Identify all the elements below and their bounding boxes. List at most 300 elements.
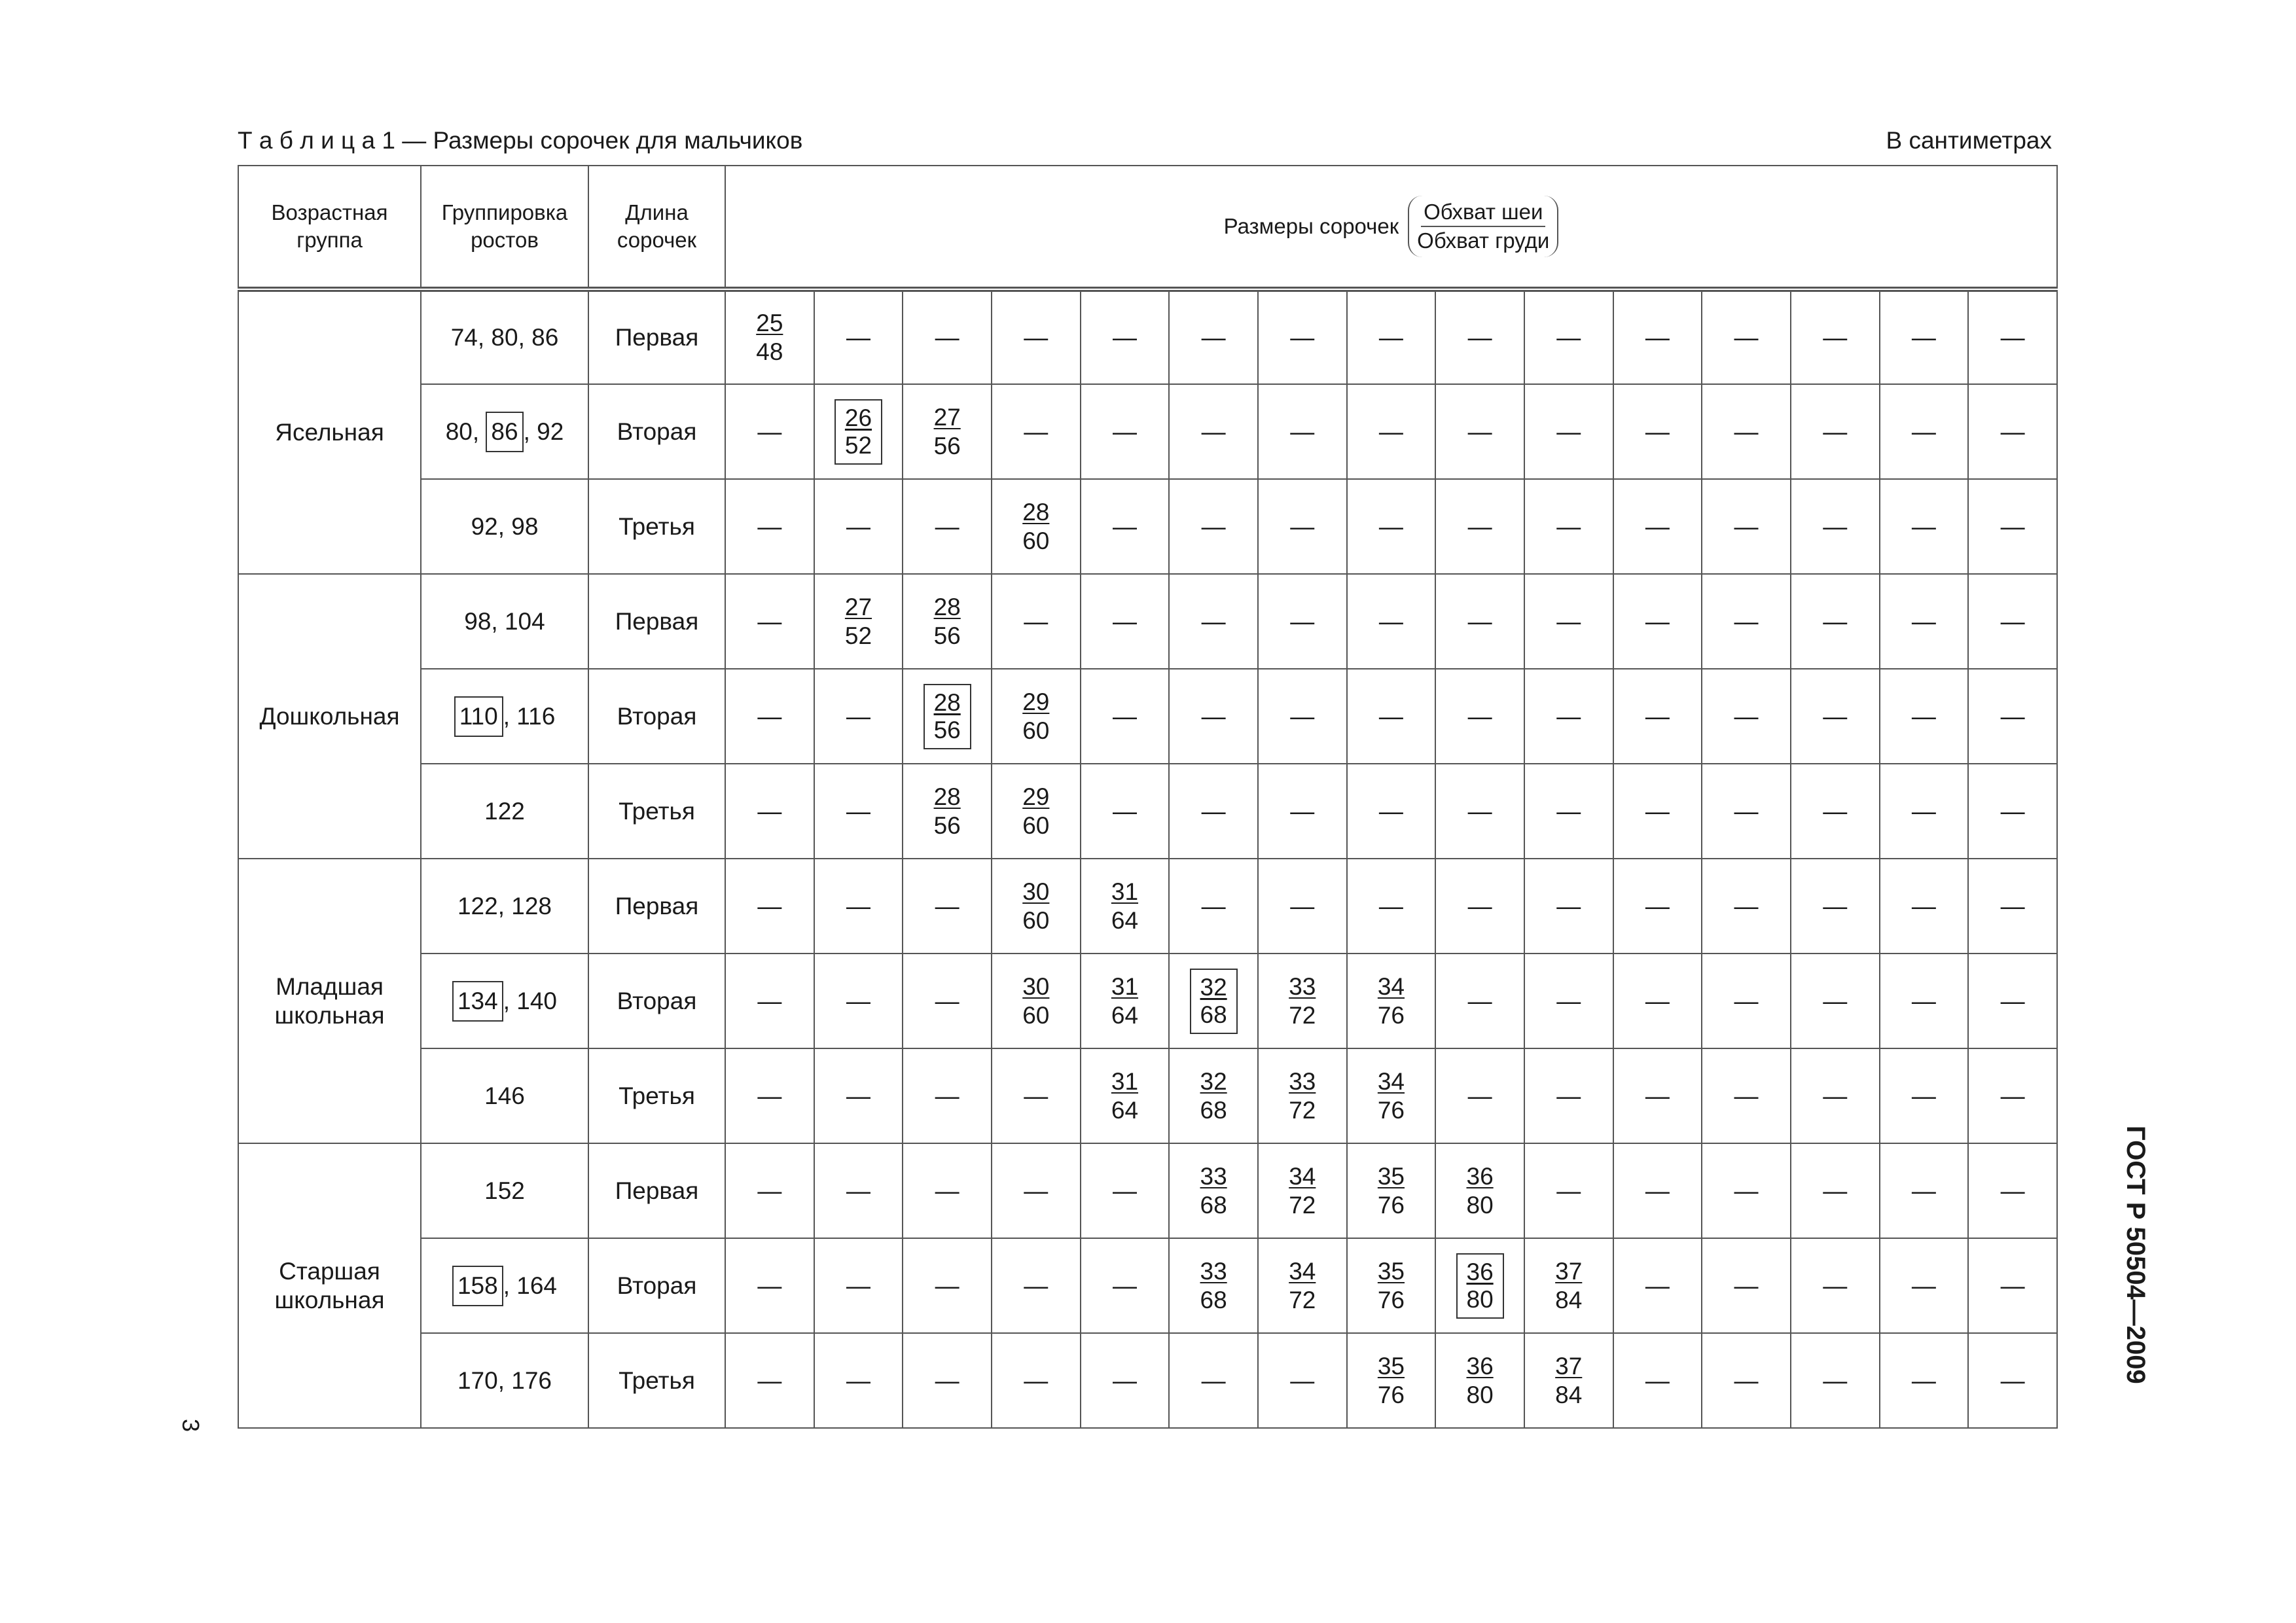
dash-mark: — [1911,1366,1936,1394]
dash-mark: — [1911,1272,1936,1299]
dash-mark: — [1378,702,1403,730]
dash-mark: — [1378,512,1403,540]
size-cell-empty [725,1048,814,1143]
dash-mark: — [1823,1272,1848,1299]
size-cell-empty [725,1238,814,1333]
header-chest-girth: Обхват груди [1417,228,1550,253]
dash-mark: — [1911,892,1936,919]
size-cell-empty [814,954,903,1048]
size-cell-empty [814,1048,903,1143]
table-row [238,479,2057,574]
chest-girth-value: 56 [933,716,961,743]
height-value: 92 [471,512,498,540]
length-cell: Вторая [588,669,725,764]
size-cell-empty [1791,384,1880,479]
size-cell-empty [1791,764,1880,859]
size-cell-empty [1347,859,1436,954]
size-cell-empty [1880,574,1969,669]
size-cell-empty [1435,1048,1524,1143]
heights-cell [421,384,588,479]
height-value: 74 [450,324,478,351]
dash-mark: — [1645,797,1670,825]
typical-height-value: 86 [486,412,523,452]
size-cell-empty [1435,384,1524,479]
size-cell-empty [1081,1143,1170,1238]
dash-mark: — [1467,418,1492,445]
chest-girth-value: 80 [1466,1191,1494,1219]
size-cell-empty [1968,384,2057,479]
header-length: Длина сорочек [588,166,725,289]
height-value: 92 [537,418,564,445]
heights-cell [421,1333,588,1428]
length-cell: Третья [588,764,725,859]
height-value: 104 [504,607,545,635]
size-cell-empty [1347,574,1436,669]
dash-mark: — [1556,324,1581,351]
neck-girth-value: 35 [1377,1257,1405,1285]
size-cell-empty [1791,1048,1880,1143]
size-cell [992,764,1081,859]
size-cell-empty [1968,289,2057,384]
chest-girth-value: 64 [1111,1001,1139,1029]
size-cell-empty [1702,859,1791,954]
typical-size-fraction [1456,1253,1504,1319]
length-cell: Третья [588,1048,725,1143]
size-cell [992,669,1081,764]
dash-mark: — [1467,512,1492,540]
size-fraction [1022,972,1049,1030]
dash-mark: — [1556,1082,1581,1109]
size-cell [1169,1143,1258,1238]
dash-mark: — [1378,418,1403,445]
size-cell-empty [1347,289,1436,384]
dash-mark: — [757,1272,782,1299]
size-cell [1524,1333,1613,1428]
table-body [238,289,2057,1428]
size-fraction [1200,1162,1227,1220]
dash-mark: — [1290,1366,1315,1394]
chest-girth-value: 60 [1022,812,1050,839]
dash-mark: — [1823,607,1848,635]
dash-mark: — [757,1177,782,1204]
heights-cell [421,764,588,859]
dash-mark: — [935,512,960,540]
height-value: 98 [511,512,539,540]
size-fraction [1022,783,1049,840]
dash-mark: — [1467,797,1492,825]
size-cell [1258,1238,1347,1333]
size-cell-empty [1258,289,1347,384]
dash-mark: — [1201,892,1226,919]
heights-separator: , [518,324,532,351]
neck-girth-value: 33 [1289,972,1316,1000]
height-value: 164 [516,1272,558,1299]
dash-mark: — [1734,1177,1759,1204]
size-cell-empty [1169,289,1258,384]
size-cell-empty [903,859,992,954]
header-heights: Группировка ростов [421,166,588,289]
size-fraction [1289,972,1316,1030]
heights-separator: , [472,418,486,445]
length-cell: Вторая [588,954,725,1048]
dash-mark: — [1645,324,1670,351]
size-cell [725,289,814,384]
chest-girth-value: 76 [1377,1286,1405,1313]
length-cell: Первая [588,574,725,669]
height-value: 140 [516,987,558,1014]
dash-mark: — [846,1272,870,1299]
size-cell-empty [1169,859,1258,954]
dash-mark: — [1556,987,1581,1014]
size-cell-empty [725,574,814,669]
size-cell-empty [903,954,992,1048]
size-cell-empty [1347,479,1436,574]
dash-mark: — [1378,607,1403,635]
length-cell: Первая [588,859,725,954]
heights-separator: , [497,892,512,919]
size-cell [1347,1333,1436,1428]
neck-girth-value: 31 [1111,878,1139,905]
size-fraction [1111,878,1138,935]
size-cell-empty [1880,384,1969,479]
size-fraction [1022,498,1049,556]
size-cell-empty [903,1333,992,1428]
dash-mark: — [1823,892,1848,919]
dash-mark: — [757,512,782,540]
dash-mark: — [1911,797,1936,825]
dash-mark: — [1645,1082,1670,1109]
dash-mark: — [1823,1366,1848,1394]
table-caption: Т а б л и ц а 1 — Размеры сорочек для мальчиков [238,127,803,154]
height-value: 122 [484,797,525,825]
dash-mark: — [1024,418,1049,445]
neck-girth-value: 36 [1466,1258,1494,1285]
size-cell-empty [1081,669,1170,764]
size-cell [992,859,1081,954]
size-cell-empty [1435,574,1524,669]
table-row [238,384,2057,479]
dash-mark: — [846,324,870,351]
size-cell-empty [1968,574,2057,669]
header-age-group: Возрастная группа [238,166,421,289]
size-cell-empty [1524,574,1613,669]
length-cell: Вторая [588,384,725,479]
dash-mark: — [2000,797,2025,825]
size-cell-empty [1613,1333,1702,1428]
chest-girth-value: 60 [1022,906,1050,934]
size-cell-empty [1081,1238,1170,1333]
dash-mark: — [1556,702,1581,730]
dash-mark: — [1556,1177,1581,1204]
size-cell-empty [1968,764,2057,859]
size-cell-empty [814,289,903,384]
dash-mark: — [846,892,870,919]
heights-cell [421,1048,588,1143]
chest-girth-value: 84 [1555,1381,1583,1408]
size-fraction [1555,1352,1582,1410]
size-cell-empty [1880,479,1969,574]
size-cell-empty [1968,1238,2057,1333]
table-row [238,1048,2057,1143]
dash-mark: — [757,987,782,1014]
typical-size-fraction [1190,969,1238,1034]
dash-mark: — [1201,797,1226,825]
size-cell-empty [1081,479,1170,574]
heights-separator: , [503,702,517,730]
size-cell [1169,954,1258,1048]
size-cell [1169,1048,1258,1143]
size-cell-empty [1791,669,1880,764]
header-neck-girth: Обхват шеи [1421,198,1545,227]
typical-height-value: 158 [452,1266,503,1306]
size-cell-empty [1613,1048,1702,1143]
size-cell-empty [992,1048,1081,1143]
heights-separator: , [497,1366,512,1394]
dash-mark: — [1290,607,1315,635]
dash-mark: — [757,702,782,730]
chest-girth-value: 56 [933,812,961,839]
size-fraction [1378,1162,1405,1220]
neck-girth-value: 31 [1111,1067,1139,1095]
size-cell [992,954,1081,1048]
dash-mark: — [1024,1082,1049,1109]
neck-girth-value: 25 [756,310,783,336]
chest-girth-value: 72 [1289,1286,1316,1313]
size-cell [814,384,903,479]
dash-mark: — [846,702,870,730]
height-value: 122 [457,892,498,919]
dash-mark: — [935,1366,960,1394]
neck-girth-value: 26 [844,404,872,431]
size-cell-empty [814,479,903,574]
table-row [238,669,2057,764]
size-cell [1435,1143,1524,1238]
dash-mark: — [1024,1366,1049,1394]
typical-size-fraction [834,399,882,465]
dash-mark: — [1556,418,1581,445]
neck-girth-value: 35 [1377,1162,1405,1190]
chest-girth-value: 72 [1289,1191,1316,1219]
dash-mark: — [1556,607,1581,635]
size-cell-empty [1347,669,1436,764]
size-cell-empty [1880,289,1969,384]
units-note: В сантиметрах [1886,127,2052,154]
chest-girth-value: 52 [844,431,872,459]
size-cell-empty [992,1238,1081,1333]
dash-mark: — [846,1366,870,1394]
size-cell-empty [814,1143,903,1238]
dash-mark: — [1290,418,1315,445]
size-cell-empty [1524,669,1613,764]
size-cell-empty [1258,859,1347,954]
size-cell-empty [1524,384,1613,479]
size-fraction [1289,1067,1316,1125]
neck-girth-value: 34 [1289,1257,1316,1285]
dash-mark: — [1911,607,1936,635]
size-cell-empty [1791,1238,1880,1333]
chest-girth-value: 64 [1111,1096,1139,1124]
dash-mark: — [1112,797,1137,825]
heights-separator: , [503,1272,517,1299]
size-fraction [1111,972,1138,1030]
size-cell-empty [1081,384,1170,479]
size-cell-empty [1258,384,1347,479]
heights-separator: , [491,607,505,635]
chest-girth-value: 68 [1200,1001,1227,1028]
table-row [238,574,2057,669]
dash-mark: — [1112,418,1137,445]
dash-mark: — [1645,987,1670,1014]
chest-girth-value: 76 [1377,1381,1405,1408]
size-cell-empty [1347,764,1436,859]
size-cell-empty [1613,289,1702,384]
dash-mark: — [1911,418,1936,445]
dash-mark: — [2000,892,2025,919]
neck-girth-value: 36 [1466,1162,1494,1190]
dash-mark: — [1734,987,1759,1014]
size-cell-empty [903,1048,992,1143]
size-cell-empty [1880,1048,1969,1143]
header-sizes [725,166,2057,289]
header-sizes-fraction [1408,196,1558,257]
chest-girth-value: 76 [1377,1096,1405,1124]
size-cell-empty [1081,574,1170,669]
dash-mark: — [1467,987,1492,1014]
dash-mark: — [1823,702,1848,730]
size-cell-empty [1524,1048,1613,1143]
neck-girth-value: 29 [1022,783,1050,810]
size-cell-empty [903,1238,992,1333]
size-cell-empty [1613,954,1702,1048]
size-cell-empty [1081,289,1170,384]
dash-mark: — [2000,702,2025,730]
size-cell-empty [903,289,992,384]
size-cell-empty [725,384,814,479]
table-row [238,289,2057,384]
size-cell-empty [725,859,814,954]
heights-cell [421,859,588,954]
size-fraction [1289,1162,1316,1220]
height-value: 80 [491,324,518,351]
size-cell-empty [903,479,992,574]
size-cell-empty [725,669,814,764]
dash-mark: — [1467,702,1492,730]
dash-mark: — [1734,324,1759,351]
size-cell-empty [1613,574,1702,669]
size-cell [1347,954,1436,1048]
size-cell-empty [1435,669,1524,764]
dash-mark: — [757,607,782,635]
table-row [238,1238,2057,1333]
size-cell-empty [1880,1238,1969,1333]
size-cell [1258,1048,1347,1143]
dash-mark: — [1823,1177,1848,1204]
dash-mark: — [846,797,870,825]
dash-mark: — [1645,1177,1670,1204]
size-cell [1169,1238,1258,1333]
header-sizes-label: Размеры сорочек [1223,214,1399,238]
heights-separator: , [523,418,537,445]
size-fraction [1378,972,1405,1030]
size-cell-empty [1791,1143,1880,1238]
size-cell-empty [1702,1238,1791,1333]
size-cell [1081,954,1170,1048]
neck-girth-value: 34 [1289,1162,1316,1190]
size-fraction [1467,1352,1494,1410]
dash-mark: — [1556,892,1581,919]
dash-mark: — [1911,1082,1936,1109]
dash-mark: — [2000,607,2025,635]
size-cell [1258,954,1347,1048]
dash-mark: — [1112,324,1137,351]
size-fraction [1555,1257,1582,1315]
size-cell-empty [1791,954,1880,1048]
dash-mark: — [2000,1272,2025,1299]
chest-girth-value: 60 [1022,527,1050,554]
height-value: 98 [464,607,492,635]
size-cell-empty [1613,764,1702,859]
size-cell-empty [1081,764,1170,859]
dash-mark: — [1645,607,1670,635]
size-cell-empty [1702,764,1791,859]
table-header-row [238,166,2057,289]
size-fraction [756,309,783,366]
neck-girth-value: 35 [1377,1352,1405,1380]
size-cell-empty [992,384,1081,479]
size-cell-empty [1524,954,1613,1048]
size-cell-empty [1702,479,1791,574]
size-cell-empty [1702,1143,1791,1238]
neck-girth-value: 36 [1466,1352,1494,1380]
size-fraction [934,403,961,461]
dash-mark: — [1290,892,1315,919]
size-cell-empty [814,859,903,954]
dash-mark: — [1290,702,1315,730]
dash-mark: — [1734,1272,1759,1299]
size-cell-empty [1880,1333,1969,1428]
neck-girth-value: 27 [933,403,961,431]
size-cell-empty [1169,479,1258,574]
table-row [238,764,2057,859]
size-cell-empty [1169,1333,1258,1428]
height-value: 80 [445,418,473,445]
dash-mark: — [846,512,870,540]
dash-mark: — [1290,797,1315,825]
dash-mark: — [1911,987,1936,1014]
dash-mark: — [1024,607,1049,635]
neck-girth-value: 29 [1022,688,1050,715]
neck-girth-value: 27 [844,593,872,620]
dash-mark: — [1645,1366,1670,1394]
table-row [238,954,2057,1048]
dash-mark: — [1911,512,1936,540]
size-fraction [1022,878,1049,935]
size-cell-empty [1347,384,1436,479]
size-cell [1347,1143,1436,1238]
dash-mark: — [1378,797,1403,825]
dash-mark: — [1823,1082,1848,1109]
dash-mark: — [757,418,782,445]
size-fraction [1378,1257,1405,1315]
size-cell [992,479,1081,574]
height-value: 128 [511,892,552,919]
dash-mark: — [757,797,782,825]
dash-mark: — [1645,892,1670,919]
neck-girth-value: 30 [1022,878,1050,905]
size-cell-empty [814,1333,903,1428]
height-value: 116 [516,702,556,730]
dash-mark: — [2000,1366,2025,1394]
